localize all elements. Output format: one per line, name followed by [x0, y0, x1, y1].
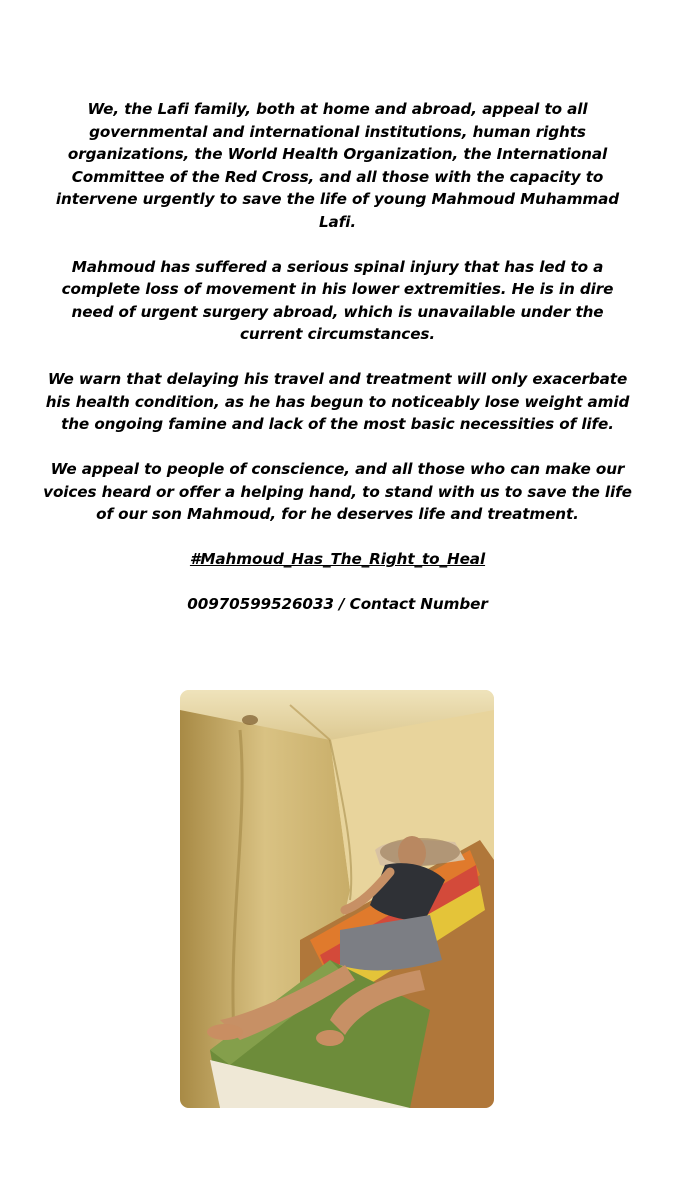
appeal-text	[40, 98, 635, 616]
hashtag-link[interactable]: #Mahmoud_Has_The_Right_to_Heal	[189, 550, 486, 568]
appeal-paragraph-2: Mahmoud has suffered a serious spinal injury that has led to a complete loss of movement in his lower extremities. He is in dire need of urgent surgery abroad, which is unavailable under the current circumstances.	[61, 257, 614, 343]
patient-photo	[180, 690, 494, 1108]
contact-number: 00970599526033 / Contact Number	[187, 595, 488, 613]
appeal-paragraph-3: We warn that delaying his travel and treatment will only exacerbate his health condition, as he has begun to noticeably lose weight amid the ongoing famine and lack of the most basic necessities of life.	[45, 370, 630, 433]
appeal-paragraph-4: We appeal to people of conscience, and all those who can make our voices heard or offer a helping hand, to stand with us to save the life of our son Mahmoud, for he deserves life and treatment.	[43, 460, 632, 523]
appeal-paragraph-1: We, the Lafi family, both at home and abroad, appeal to all governmental and international institutions, human rights organizations, the World Health Organization, the International Committee of the Red Cross, and all those with the capacity to intervene urgently to save the life of young Mahmoud Muhammad Lafi.	[55, 100, 620, 231]
tent-scene-image	[180, 690, 494, 1108]
